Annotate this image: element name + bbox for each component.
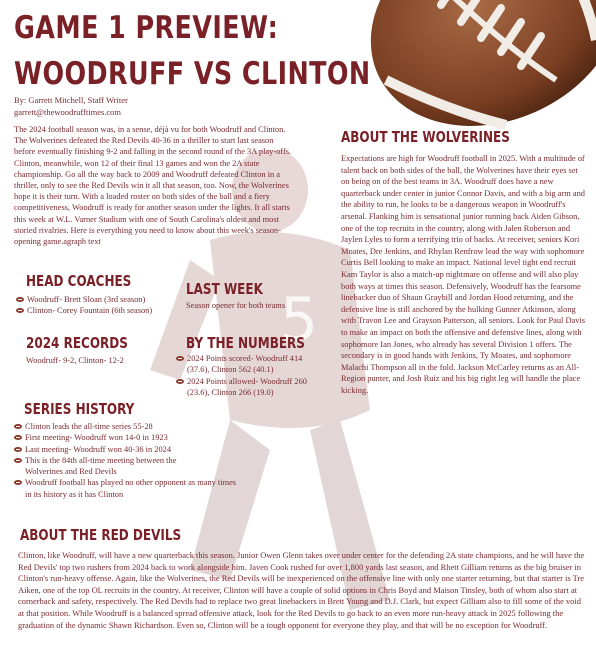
football-bullet-icon bbox=[14, 480, 22, 485]
by-the-numbers-list bbox=[176, 353, 326, 398]
byline bbox=[14, 94, 128, 118]
football-bullet-icon bbox=[14, 435, 22, 440]
last-week-heading: LAST WEEK bbox=[186, 280, 263, 298]
red-devils-heading: ABOUT THE RED DEVILS bbox=[20, 526, 182, 544]
author: By: Garrett Mitchell, Staff Writer bbox=[14, 95, 128, 105]
football-bullet-icon bbox=[14, 447, 22, 452]
list-item: Woodruff football has played no other opponent as many times in its history as it has Clinton bbox=[14, 477, 244, 500]
football-bullet-icon bbox=[16, 297, 24, 302]
wolverines-heading: ABOUT THE WOLVERINES bbox=[341, 128, 510, 146]
svg-text:5: 5 bbox=[280, 285, 319, 355]
list-item: 2024 Points allowed- Woodruff 260 (23.6), Clinton 266 (19.0) bbox=[176, 376, 326, 399]
wolverines-paragraph: Expectations are high for Woodruff football in 2025. With a multitude of talent back on both sides of the ball, the Wolverines have their eyes set on being on of the best teams in 3A. Woodruff does have a new quarterback under center in junior Connor Davis, and with a big arm and the ability to run, he looks to be a dangerous weapon in Woodruff's arsenal. Flanking him is sensational junior running back Aiden Gibson, one of the top recruits in the country, along with Jalen Roberson and Jaylen Lyles to form a terrifying trio of backs. At receiver, seniors Kori Moates, Dre Jenkins, and Rhylan Renfrow lead the way with sophomore Curtis Bell looking to make an impact. National level tight end recruit Kam Taylor is also a match-up nightmare on offense and will also play both ways at times this season. Defensively, Woodruff has the fearsome linebacker duo of Shaun Graybill and Jordan Hood returning, and the defensive line is still anchored by the hulking Gunner Atkinson, along with Travon Lee and Grayson Patterson, all seniors. Look for Paul Davis to make an impact on both the offensive and defensive lines, along with sophomore Ian Jones, who already has several Division 1 offers. The secondary is in good hands with Jenkins, Ty Moates, and sophomore Malachi Thompson all in the fold. Jackson McCarley returns as an All-Region punter, and Josh Ruiz and his big right leg will handle the place kicking. bbox=[341, 154, 586, 395]
headline-line-2: WOODRUFF VS CLINTON bbox=[14, 56, 371, 92]
football-bullet-icon bbox=[176, 356, 184, 361]
series-history-list bbox=[14, 421, 244, 500]
football-bullet-icon bbox=[16, 308, 24, 313]
football-icon bbox=[356, 0, 596, 130]
author-email[interactable]: garrett@thewoodrufftimes.com bbox=[14, 107, 122, 117]
list-item: First meeting- Woodruff won 14-0 in 1923 bbox=[14, 432, 244, 443]
red-devils-paragraph: Clinton, like Woodruff, will have a new quarterback this season. Junior Owen Glenn takes over under center for the defending 2A state champions, and he will have the Red Devils' top two rushers from 2024 back to work alongside him. Javen Cook rushed for over 1,800 yards last season, and Rhett Gilliam returns as the big bruiser in Clinton's run-heavy offense. Again, like the Wolverines, the Red Devils will be inexperienced on the offensive line with only one starter returning, but that starter is Tre Aiken, one of the top OL recruits in the country. At receiver, Clinton will have a couple of solid options in Chris Boyd and Maison Tinsley, both of whom also start at cornerback and safety, respectively. The Red Devils had to replace two great linebackers in Brett Young and D.J. Clark, but expect Gilliam also to fill some of the void at that position. While Woodruff is a balanced spread offensive attack, look for the Red Devils to go back to an even more run-heavy attack in 2025 following the graduation of the dynamic Shawn Richardson. Even so, Clinton will be a tough opponent for everyone they play, and that will be no exception for Woodruff. bbox=[18, 550, 585, 630]
football-bullet-icon bbox=[176, 379, 184, 384]
list-item: Woodruff- Brett Sloan (3rd season) bbox=[16, 294, 186, 305]
list-item: This is the 84th all-time meeting between the Wolverines and Red Devils bbox=[14, 455, 244, 478]
football-bullet-icon bbox=[14, 424, 22, 429]
list-item: 2024 Points scored- Woodruff 414 (37.6), Clinton 562 (40.1) bbox=[176, 353, 326, 376]
by-the-numbers-heading: BY THE NUMBERS bbox=[186, 334, 305, 352]
records-text: Woodruff- 9-2, Clinton- 12-2 bbox=[26, 356, 124, 365]
series-history-heading: SERIES HISTORY bbox=[24, 400, 135, 418]
head-coaches-heading: HEAD COACHES bbox=[26, 272, 132, 290]
list-item: Clinton leads the all-time series 55-28 bbox=[14, 421, 244, 432]
records-heading: 2024 RECORDS bbox=[26, 334, 128, 352]
intro-paragraph: The 2024 football season was, in a sense, déjà vu for both Woodruff and Clinton. The Wolverines defeated the Red Devils 40-36 in a thriller to start last season before eventually finishing 9-2 and falling in the second round of the 3A play-offs. Clinton, meanwhile, won 12 of their final 13 games and won the 2A state championship. Go all the way back to 2009 and Woodruff defeated Clinton in a thriller, only to see the Red Devils win it all that season, too. Now, the Wolverines hope it is their turn. With a loaded roster on both sides of the ball and a fiery competitiveness, Woodruff is ready for another season under the lights. It all starts this week at W.L. Varner Stadium with one of South Carolina's oldest and most storied rivalries. Here is everything you need to know about this week's season-opening game.agraph text bbox=[14, 125, 292, 247]
list-item: Last meeting- Woodruff won 40-36 in 2024 bbox=[14, 444, 244, 455]
head-coaches-list bbox=[16, 294, 186, 317]
list-item: Clinton- Corey Fountain (6th season) bbox=[16, 305, 186, 316]
last-week-text: Season opener for both teams bbox=[186, 301, 286, 310]
headline-line-1: GAME 1 PREVIEW: bbox=[14, 10, 279, 46]
football-bullet-icon bbox=[14, 458, 22, 463]
